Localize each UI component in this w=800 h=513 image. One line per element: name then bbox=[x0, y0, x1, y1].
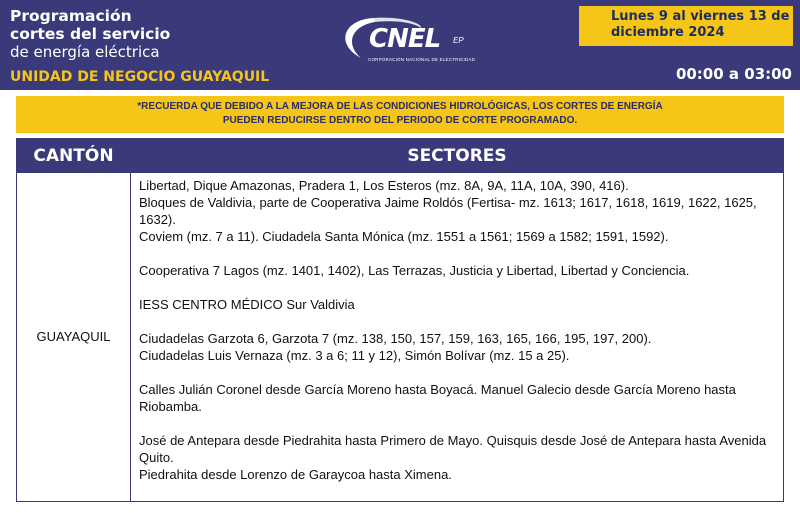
logo-suffix: EP bbox=[453, 36, 464, 45]
column-header-canton: CANTÓN bbox=[17, 139, 130, 173]
sectors-cell bbox=[139, 177, 779, 483]
title-line-3: de energía eléctrica bbox=[10, 43, 160, 61]
notice-line-2: PUEDEN REDUCIRSE DENTRO DEL PERIODO DE CORTE PROGRAMADO. bbox=[222, 115, 578, 126]
spacer bbox=[139, 415, 779, 432]
logo-tagline: CORPORACIÓN NACIONAL DE ELECTRICIDAD bbox=[368, 57, 476, 62]
sector-line: IESS CENTRO MÉDICO Sur Valdivia bbox=[139, 297, 355, 312]
sector-line: Ciudadelas Luis Vernaza (mz. 3 a 6; 11 y 12), Simón Bolívar (mz. 15 a 25). bbox=[139, 348, 570, 363]
time-range: 00:00 a 03:00 bbox=[675, 65, 792, 83]
sector-line: Bloques de Valdivia, parte de Cooperativa Jaime Roldós (Fertisa- mz. 1613; 1617, 1618, 1619, 1622, 1625, bbox=[139, 195, 757, 210]
sector-line: Quito. bbox=[139, 450, 174, 465]
spacer bbox=[139, 364, 779, 381]
sector-line: Cooperativa 7 Lagos (mz. 1401, 1402), Las Terrazas, Justicia y Libertad, Libertad y Conciencia. bbox=[139, 263, 690, 278]
header-banner bbox=[0, 0, 800, 90]
logo-wordmark: CNEL bbox=[369, 24, 441, 54]
column-header-sectores: SECTORES bbox=[131, 139, 783, 173]
column-divider bbox=[130, 139, 131, 501]
spacer bbox=[139, 245, 779, 262]
canton-cell: GUAYAQUIL bbox=[36, 329, 111, 344]
spacer bbox=[139, 279, 779, 296]
sector-line: Riobamba. bbox=[139, 399, 202, 414]
page-title bbox=[10, 7, 170, 61]
sector-line: 1632). bbox=[139, 212, 176, 227]
sector-line: Calles Julián Coronel desde García Moreno hasta Boyacá. Manuel Galecio desde García Moreno hasta bbox=[139, 382, 736, 397]
notice-line-1: *RECUERDA QUE DEBIDO A LA MEJORA DE LAS CONDICIONES HIDROLÓGICAS, LOS CORTES DE ENERGÍA bbox=[137, 101, 663, 112]
sector-line: Coviem (mz. 7 a 11). Ciudadela Santa Mónica (mz. 1551 a 1561; 1569 a 1582; 1591, 1592). bbox=[139, 229, 669, 244]
spacer bbox=[139, 313, 779, 330]
date-range-badge bbox=[579, 6, 793, 46]
sector-line: Libertad, Dique Amazonas, Pradera 1, Los Esteros (mz. 8A, 9A, 11A, 10A, 390, 416). bbox=[139, 178, 629, 193]
title-line-1: Programación bbox=[10, 7, 132, 25]
date-line-2: diciembre 2024 bbox=[611, 25, 725, 40]
business-unit-label: UNIDAD DE NEGOCIO GUAYAQUIL bbox=[10, 69, 270, 85]
sector-line: Ciudadelas Garzota 6, Garzota 7 (mz. 138, 150, 157, 159, 163, 165, 166, 195, 197, 200). bbox=[139, 331, 652, 346]
sector-line: Piedrahita desde Lorenzo de Garaycoa hasta Ximena. bbox=[139, 467, 452, 482]
cnel-logo bbox=[333, 14, 483, 66]
outage-table bbox=[16, 138, 784, 502]
title-line-2: cortes del servicio bbox=[10, 25, 171, 43]
date-line-1: Lunes 9 al viernes 13 de bbox=[611, 9, 790, 24]
notice-banner bbox=[16, 96, 784, 133]
sector-line: José de Antepara desde Piedrahita hasta Primero de Mayo. Quisquis desde José de Antepara hasta Avenida bbox=[139, 433, 767, 448]
